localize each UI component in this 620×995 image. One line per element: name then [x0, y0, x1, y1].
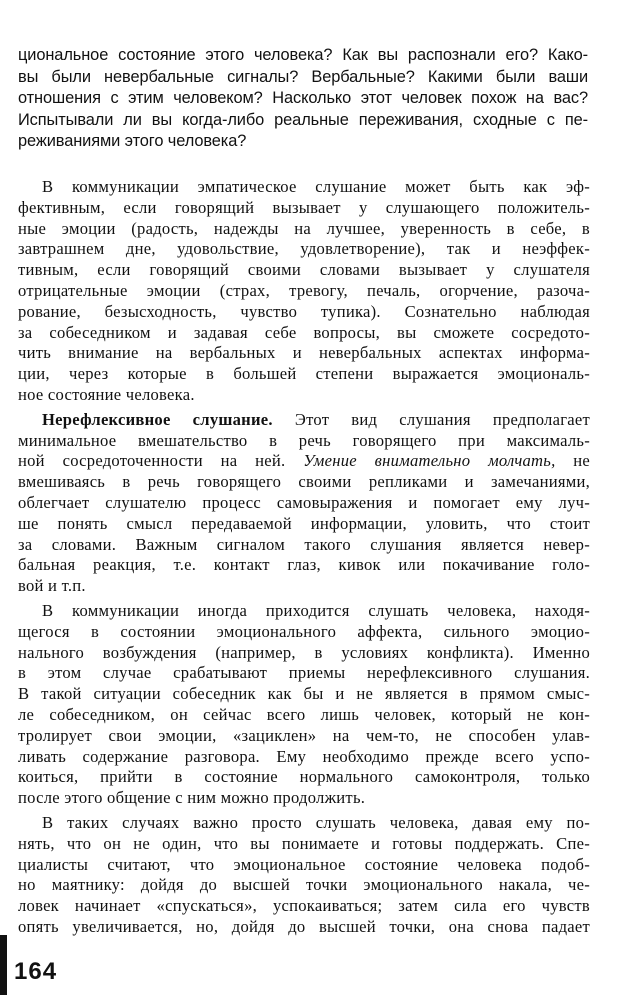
text-line: коиться, прийти в состояние нормального самоконтроля, только	[18, 767, 590, 787]
text-line: за словами. Важным сигналом такого слушания является невер-	[18, 534, 590, 554]
main-text	[18, 177, 590, 942]
text-line: циональное состояние этого человека? Как вы распознали его? Како-	[18, 46, 588, 64]
text-fragment: Этот вид слушания предполагает	[272, 409, 590, 429]
text-line: после этого общение с ним можно продолжить.	[18, 788, 366, 808]
text-line: вой и т.п.	[18, 576, 86, 596]
text-line: вы были невербальные сигналы? Вербальные? Какими были ваши	[18, 67, 588, 86]
text-line: опять увеличивается, но, дойдя до высшей точки, она снова падает	[18, 916, 590, 936]
text-line: вмешиваясь в речь говорящего своими репликами и замечаниями,	[18, 472, 590, 492]
text-fragment: ной сосредоточенности на ней.	[18, 451, 304, 471]
text-line: завтрашнем дне, удовольствие, удовлетворение), так и неэффек-	[18, 239, 590, 259]
text-line: ливать содержание разговора. Ему необходимо прежде всего успо-	[18, 746, 590, 766]
text-line: облегчает слушателю процесс самовыражения и помогает ему луч-	[18, 492, 590, 512]
page-number: 164	[14, 958, 58, 985]
text-line: бальная реакция, т.е. контакт глаз, кивок или покачивание голо-	[18, 555, 590, 575]
text-line: Испытывали ли вы когда-либо реальные переживания, сходные с пе-	[18, 110, 588, 129]
text-line: В такой ситуации собеседник как бы и не является в прямом смыс-	[18, 684, 590, 704]
text-line: нять, что он не один, что вы понимаете и готовы поддержать. Спе-	[18, 833, 590, 853]
text-line: ле собеседником, он сейчас всего лишь человек, который не кон-	[18, 704, 590, 724]
text-line: но маятнику: дойдя до высшей точки эмоционального накала, че-	[18, 875, 590, 895]
text-line: ловек начинает «спускаться», успокаиваться; затем сила его чувств	[18, 896, 590, 916]
text-line: В коммуникации иногда приходится слушать человека, находя-	[42, 600, 590, 620]
text-line	[18, 410, 590, 431]
text-line: тивным, если говорящий своими словами вызывает у слушателя	[18, 260, 590, 280]
text-line: в этом случае срабатывают приемы нерефлексивного слушания.	[18, 663, 590, 683]
paragraph-empathic-listening	[18, 177, 590, 406]
text-line: нального возбуждения (например, в условиях конфликта). Именно	[18, 642, 590, 662]
text-line: за собеседником и задавая себе вопросы, вы сможете сосредото-	[18, 322, 590, 342]
text-line: ные эмоции (радость, надежды на лучшее, уверенность в себе, в	[18, 218, 590, 238]
text-line: реживаниями этого человека?	[18, 132, 247, 151]
text-line: тролирует свои эмоции, «зациклен» на чем-то, не способен улав-	[18, 725, 590, 745]
paragraph-pendulum	[18, 813, 590, 938]
emphasis-text: Умение внимательно молчать,	[303, 451, 556, 471]
text-line: ции, через которые в большей степени выражается эмоциональ-	[18, 364, 590, 384]
intro-questions	[18, 45, 588, 153]
text-fragment: не	[555, 451, 590, 471]
text-line: ное состояние человека.	[18, 384, 195, 404]
text-line: рование, безысходность, чувство тупика). Сознательно наблюдая	[18, 301, 590, 321]
text-line	[18, 451, 590, 472]
text-line: отношения с этим человеком? Насколько этот человек похож на вас?	[18, 89, 588, 108]
text-line: отрицательные эмоции (страх, тревогу, печаль, огорчение, разоча-	[18, 280, 590, 300]
section-heading: Нерефлексивное слушание.	[42, 409, 273, 429]
text-line: минимальное вмешательство в речь говорящего при максималь-	[18, 430, 590, 450]
text-line: ше понять смысл передаваемой информации, уловить, что стоит	[18, 513, 590, 533]
paragraph-nonreflective-listening	[18, 410, 590, 597]
text-line: циалисты считают, что эмоциональное состояние человека подоб-	[18, 854, 590, 874]
text-line: щегося в состоянии эмоционального аффекта, сильного эмоцио-	[18, 621, 590, 641]
text-line: В коммуникации эмпатическое слушание может быть как эф-	[42, 177, 590, 196]
page-edge-marker	[0, 935, 7, 995]
text-line: чить внимание на вербальных и невербальных аспектах информа-	[18, 343, 590, 363]
paragraph-emotional-affect	[18, 601, 590, 809]
text-line: фективным, если говорящий вызывает у слушающего положитель-	[18, 197, 590, 217]
text-line: В таких случаях важно просто слушать человека, давая ему по-	[42, 812, 590, 832]
